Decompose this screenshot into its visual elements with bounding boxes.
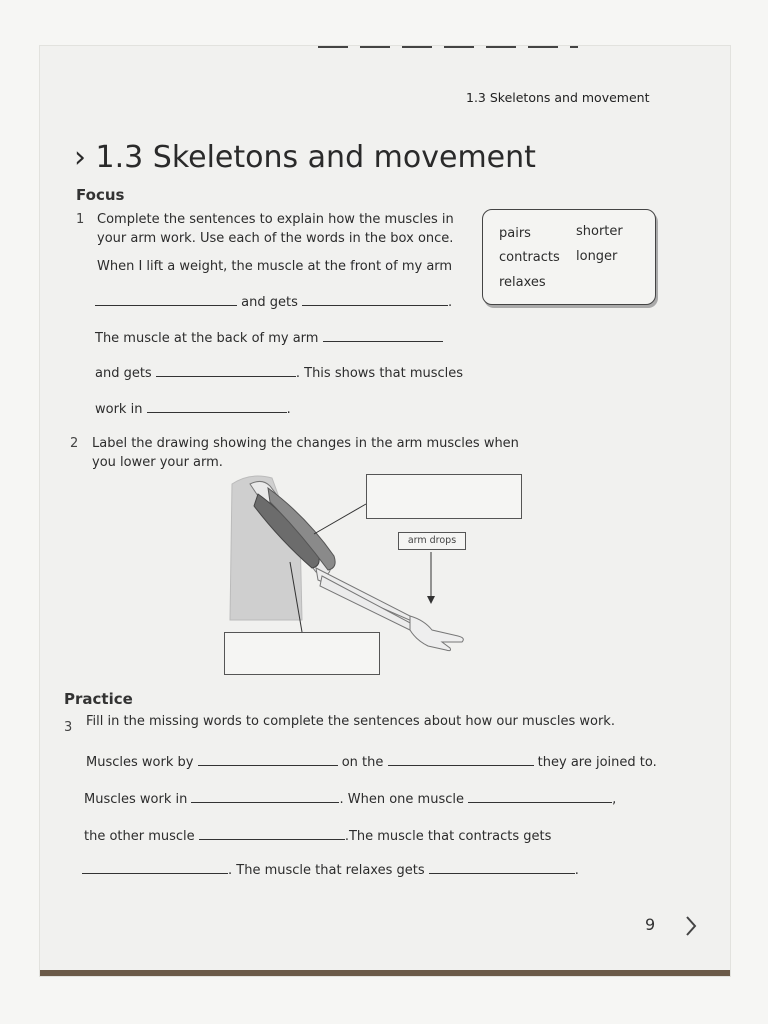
forearm-bone-1 (316, 568, 414, 622)
page-top-edge (318, 46, 578, 48)
question-2-line-1: Label the drawing showing the changes in the arm muscles when (92, 436, 519, 451)
q3-line-2: Muscles work in . When one muscle , (84, 792, 617, 807)
q1-sentence-4 (95, 364, 463, 383)
q3-text-other-muscle: the other muscle (84, 829, 195, 844)
label-box-bottom[interactable] (224, 632, 380, 675)
q1-sentence-1: When I lift a weight, the muscle at the front of my arm (97, 259, 453, 274)
answer-blank-6[interactable] (198, 753, 338, 766)
chevron-right-icon[interactable] (684, 914, 698, 938)
q3-text-when-one: . When one muscle (339, 792, 464, 807)
answer-blank-2[interactable] (302, 293, 448, 306)
answer-blank-1[interactable] (95, 293, 237, 306)
word-pairs: pairs (499, 226, 531, 241)
forearm-bone-2 (320, 576, 416, 632)
answer-blank-7[interactable] (388, 753, 534, 766)
answer-blank-5[interactable] (147, 400, 287, 413)
hand-bones (410, 616, 463, 651)
word-box (482, 209, 656, 305)
answer-blank-4[interactable] (156, 364, 296, 377)
arrow-head-icon (427, 596, 435, 604)
word-longer: longer (576, 249, 618, 264)
word-relaxes: relaxes (499, 275, 546, 290)
q3-text-relaxes-gets: . The muscle that relaxes gets (228, 863, 425, 878)
question-1-line-1: Complete the sentences to explain how the muscles in (97, 212, 454, 227)
q3-line-1 (86, 753, 657, 772)
practice-heading: Practice (64, 690, 133, 708)
q1-text-and-gets-2: and gets (95, 366, 152, 381)
answer-blank-8[interactable] (191, 790, 339, 803)
q1-text-work-in: work in (95, 402, 143, 417)
answer-blank-9[interactable] (468, 790, 612, 803)
question-2-number: 2 (70, 436, 79, 451)
label-box-top[interactable] (366, 474, 522, 519)
q1-text-and-gets: and gets (241, 295, 298, 310)
focus-heading: Focus (76, 186, 125, 204)
leader-line-top (314, 504, 366, 534)
word-contracts: contracts (499, 250, 560, 265)
q1-text-shows: . This shows that muscles (295, 366, 464, 381)
answer-blank-3[interactable] (323, 329, 443, 342)
q3-text-work-by: Muscles work by (86, 755, 194, 770)
question-3-instruction: Fill in the missing words to complete the sentences about how our muscles work. (86, 714, 615, 729)
question-1-line-2: your arm work. Use each of the words in the box once. (97, 231, 454, 246)
q3-text-joined: they are joined to. (537, 755, 657, 770)
page-bottom-edge (40, 970, 730, 976)
q3-text-work-in: Muscles work in (84, 792, 188, 807)
q1-sentence-2: and gets . (95, 293, 452, 312)
q1-sentence-3 (95, 329, 443, 348)
running-header: 1.3 Skeletons and movement (466, 90, 650, 105)
q3-text-on-the: on the (341, 755, 384, 770)
q3-line-3 (84, 827, 551, 846)
q3-text-contracts-gets: .The muscle that contracts gets (344, 829, 552, 844)
question-1-number: 1 (76, 212, 85, 227)
answer-blank-11[interactable] (82, 861, 228, 874)
q1-text-back-muscle: The muscle at the back of my arm (95, 331, 319, 346)
q3-line-4: . The muscle that relaxes gets . (82, 861, 579, 880)
page-title: › 1.3 Skeletons and movement (74, 140, 536, 175)
question-3-number: 3 (64, 720, 73, 735)
q1-sentence-5: work in . (95, 402, 291, 417)
answer-blank-12[interactable] (429, 861, 575, 874)
arm-drops-label: arm drops (398, 532, 466, 550)
question-2-line-2: you lower your arm. (92, 455, 223, 470)
word-shorter: shorter (576, 224, 623, 239)
page-number: 9 (645, 915, 656, 934)
answer-blank-10[interactable] (199, 827, 345, 840)
